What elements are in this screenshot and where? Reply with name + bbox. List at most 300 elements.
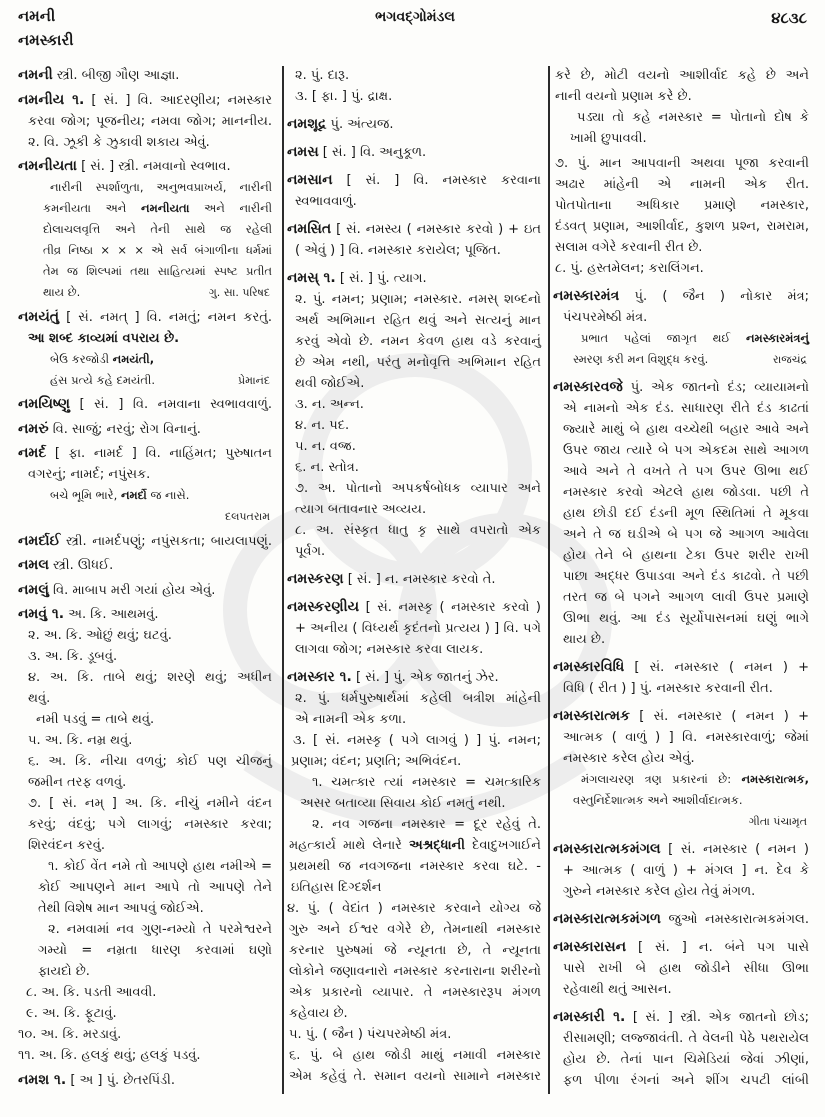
sense-line [18,1045,272,1066]
dictionary-entry [287,597,541,660]
definition-text: અ. કિ. આથમવું. [68,607,159,622]
definition-text: ઉપર જાય ત્યારે બે પગ એકદમ સાથે આગળ [563,443,809,458]
definition-text: છે એમ નથી, પરંતુ મનોવૃત્તિ અભિમાન રહિત [295,355,541,370]
definition-text: કહેવાય છે. [289,1006,348,1021]
example-line [18,919,272,940]
headword: નમસ્ ૧. [287,270,336,286]
quote-text: કમનીયતા અને [43,201,142,215]
definition-text: [ સં. ] સ્ત્રી. નમવાનો સ્વભાવ. [81,159,231,174]
sense-line [553,258,809,279]
quote-source: દલપતરામ [224,510,270,523]
entry-line [553,727,809,748]
headword: નમસ્કાર ૧. [287,669,352,685]
example-line [18,961,272,982]
sense-line [553,195,809,216]
entry-line [553,909,809,930]
quote-text: બચે ભૂમિ ભારે, [50,488,121,502]
quote-text: થાય છે. [43,285,81,299]
entry-line [553,482,809,503]
quote-source: પ્રેમાનંદ [238,373,270,387]
definition-text: [ સં. નમસ્કાર ( નમન ) + [634,660,809,675]
sense-line [287,415,541,436]
sense-line [553,237,809,258]
quote-text: દોલાચલવૃત્તિ અને તેની સાથે જ રહેલી [43,222,272,236]
definition-text: થવી જોઈએ. [295,376,365,391]
entry-line [287,170,541,191]
column-2 [287,65,541,1087]
entry-line [287,667,541,688]
headword: નમયિષ્ણુ [18,396,70,412]
quote-text: નારીની સ્પર્શાળુતા, અનુભવપ્રાખર્ય, નારીની [50,180,272,194]
definition-text: એ નામનો એક દંડ. સાધારણ રીતે દંડ કાઢતાં [563,401,809,416]
entry-line [287,114,541,135]
sense-line [18,625,272,646]
entry-line [287,191,541,212]
entry-line [553,860,809,881]
quote-text: હંસ પ્રત્યે કહે દમયંતી. [50,372,155,387]
sense-line [18,646,272,667]
entry-line [18,555,272,576]
dictionary-entry [287,569,541,590]
headword: નમની [18,67,53,83]
entry-line [18,604,272,625]
sense-line [287,331,541,352]
dictionary-entry [553,377,809,650]
quote-highlight: નમયંતી, [112,351,155,366]
example-line [553,107,809,128]
definition-text: ૩. [ ફા. ] પું. દ્રાક્ષ. [295,89,393,104]
entry-line [553,545,809,566]
example-text: ૧. કોઈ વેંત નમે તો આપણે હાથ નમીએ = [48,859,272,874]
quote-text: તીવ્ર નિષ્ઠા × × × એ સર્વ બંગાળીના ધર્મમાં [43,243,272,257]
sense-line [553,153,809,174]
example-line [18,709,272,730]
definition-text: ગુરુ અને ઈશ્વર વગેરે છે, તેમનાથી નમસ્કાર [289,922,541,937]
headword: નમનીય ૧. [18,91,85,108]
quote-line [18,219,272,240]
definition-text: [ ફા. નામર્દ ] વિ. નાહિંમત; પુરુષાતન [54,446,272,461]
definition-text: વિ. સાજું; નરવું; રોગ વિનાનું. [52,421,201,437]
dictionary-entry [18,90,272,153]
entry-line [18,464,272,485]
quote-line [18,349,272,370]
definition-text: પું. ( જૈન ) નોકાર મંત્ર; [634,289,809,304]
example-text: ૧. ચમત્કાર ત્યાં નમસ્કાર = ચમત્કારિક [312,775,541,790]
dictionary-entry-continued [553,65,809,279]
quote-line [18,261,272,282]
entry-line [287,618,541,639]
quote-line [553,769,809,790]
definition-text: ૮. પું. હસ્તમેલન; કરાલિંગન. [555,261,704,276]
quote-line [18,485,272,506]
definition-text: જમીન તરફ વળવું. [28,775,127,790]
entry-line [18,419,272,440]
entry-line [18,111,272,132]
headword: નમસ્કારાત્મકમંગલ [553,841,661,857]
entry-line [287,639,541,660]
definition-text: સલામ વગેરે કરવાની રીત છે. [555,240,703,255]
definition-text: હોય તેને બે હાથના ટેકા ઉપર શરીર રાખી [563,548,809,563]
example-text: ૨. નવ ગજના નમસ્કાર = દૂર રહેવું તે. [312,817,541,832]
definition-text: રીસામણી; લજ્જાવંતી. તે વેલની પેઠે પથરાયેલ [563,1031,809,1046]
example-line [287,814,541,835]
entry-line [553,440,809,461]
definition-text: ૮. અ. કિ. પડતી આવવી. [26,985,157,1000]
sense-line [287,961,541,982]
headword: નમસાન [287,172,333,188]
sense-line [287,457,541,478]
sense-line [18,688,272,709]
definition-text: ૨. પું. ધર્મપુરુષાર્થમાં કહેલી બત્રીશ માંહેની [295,691,541,706]
definition-text: પાસે રાખી બે હાથ જોડીને સીધા ઊભા [563,961,809,976]
definition-text: લાગવા જોગ; નમસ્કાર કરવા લાયક. [295,642,484,657]
sense-line [287,289,541,310]
sense-line [553,65,809,86]
definition-text: સ્ત્રી. ઊધઈ. [53,558,114,573]
entry-line [553,958,809,979]
example-text: ફાયદો છે. [38,964,90,979]
quote-line [553,790,809,811]
dictionary-title: ભગવદ્ગોમંડલ [375,9,455,25]
headword: નમસ્કરણીય [287,599,360,615]
dictionary-entry [553,1007,809,1091]
definition-text: [ સં. ] વિ. આદરણીય; નમસ્કાર [91,92,272,108]
dictionary-entry [18,419,272,440]
guide-word-first: નમની [18,7,56,25]
dictionary-entry [18,555,272,576]
definition-text: ૭. [ સં. નમ્ ] અ. કિ. નીચું નમીને વંદન [28,796,272,811]
definition-text: પું. એક જાતનો દંડ; વ્યાયામનો [630,380,809,395]
sense-line [287,520,541,541]
example-line [287,772,541,793]
cross-reference: જુઓ નમસ્કારાત્મકમંગલ. [668,912,809,927]
sense-line [18,667,272,688]
sense-line [18,793,272,814]
example-text: તેથી વિશેષ માન આપવું જોઈએ. [38,901,204,916]
sense-line [287,373,541,394]
definition-text: વગરનું; નામર્દ; નપુંસક. [28,467,151,482]
definition-text: એમ કહેવું તે. સમાન વયનો સામાને નમસ્કાર [289,1069,541,1084]
column-divider [282,66,284,1094]
usage-note: આ શબ્દ કાવ્યમાં વપરાય છે. [28,330,180,346]
sense-line [287,394,541,415]
sense-line [18,1003,272,1024]
page-number: ૪૮૩૮ [771,9,807,27]
entry-line [18,90,272,111]
entry-line [553,748,809,769]
entry-line [553,503,809,524]
dictionary-entry [18,307,272,391]
sense-line [287,709,541,730]
quote-text: સ્મરણ કરી મન વિશુદ્ધ કરવું. [573,352,709,366]
definition-text: તરત જ બે પગને આગળ લાવી ઉપર પ્રમાણે [563,590,809,605]
definition-text: ૩. અ. કિ. ડૂબવું. [28,649,118,664]
definition-text: ૪. ન. પદ. [295,418,350,433]
definition-text: [ સં. ] સ્ત્રી. એક જાતનો છોડ; [632,1010,809,1025]
sense-line [18,982,272,1003]
sense-line [287,478,541,499]
definition-text: કરવા જોગ; પૂજનીય; નમવા જોગ; માનનીય. [28,113,272,129]
definition-text: નમસ્કાર કરેલ હોય એવું. [563,751,695,766]
definition-text: સ્ત્રી. નામર્દપણું; નપુંસકતા; બાયલાપણું. [65,533,272,549]
dictionary-entry [18,65,272,86]
headword: નમસ્કારાસન [553,939,626,955]
headword: નમસ [287,144,319,160]
headword: નમર્દ [18,445,47,461]
sense-line [287,1024,541,1045]
sense-line [287,1066,541,1087]
definition-text: પ્રણામ; વંદન; પ્રણતિ; અભિવંદન. [291,754,462,769]
quote-line [18,240,272,261]
quote-highlight: નમસ્કારાત્મક, [741,772,809,786]
quote-text: બેઉ કરજોડી [50,351,113,366]
entry-line [553,1028,809,1049]
definition-text: ૬. અ. કિ. નીચા વળવું; કોઈ પણ ચીજનું [28,754,272,769]
entry-line [287,219,541,240]
definition-text: પાછા અદ્ધર ઉપાડવા અને દંડ કાઢવો. તે પછી [563,569,809,584]
dictionary-entry [18,1070,272,1091]
quote-highlight: નમનીયતા [141,201,190,215]
definition-text: ૭. પું. માન આપવાની અથવા પૂજા કરવાની [555,156,809,171]
example-text: અસર બતાવ્યા સિવાય કોઈ નમતું નથી. [300,796,506,811]
headword: નમસિત [287,221,332,237]
example-source-text: ઇતિહાસ દિગ્દર્શન [291,880,382,895]
dictionary-entry [553,657,809,699]
entry-line [18,531,272,552]
definition-text: [ સં. નમસ્કૃ ( નમસ્કાર કરવો ) [365,600,542,615]
definition-text: એક પ્રકારનો વ્યાપાર. તે નમસ્કારરૂપ મંગળ [289,985,541,1000]
entry-line [287,268,541,289]
sense-line [287,940,541,961]
entry-line [18,580,272,601]
definition-text: હોય છે. તેનાં પાન ચિમેડિયાં જેવાં ઝીણાં, [563,1052,809,1067]
entry-line [553,608,809,629]
definition-text: ૮. અ. સંસ્કૃત ધાતુ કૃ સાથે વપરાતો એક [295,523,541,538]
sense-line [287,436,541,457]
quote-line [18,282,272,303]
definition-text: [ અ ] પું. છેતરપિંડી. [70,1072,176,1088]
example-line [18,940,272,961]
definition-text: ૨. વિ. ઝૂકી કે ઝુકાવી શકાય એવું. [28,134,210,150]
definition-text: શિરવંદન કરવું. [28,838,105,853]
entry-line [553,377,809,398]
quote-source: ગીતા પંચામૃત [748,815,807,828]
dictionary-entry [18,394,272,415]
dictionary-entry [287,114,541,135]
definition-text: નાની વયનો પ્રણામ કરે છે. [555,89,692,104]
headword: નમલ [18,557,49,573]
definition-text: સ્ત્રી. બીજી ગૌણ આજ્ઞા. [56,68,180,83]
definition-text: ૨. પું. નમન; પ્રણામ; નમસ્કાર. નમસ્ શબ્દનો [295,292,541,307]
definition-text: અઢાર માંહેની એ નામની એક રીત. [555,177,809,192]
dictionary-entry [18,443,272,527]
headword: નમસ્કારાત્મક [553,708,630,724]
quote-text: તેમ જ શિલ્પમાં તથા સાહિત્યમાં સ્પષ્ટ પ્રતીત [43,264,272,278]
definition-text: કરવું એવો છે. નમન કેવળ હાથ વડે કરવાનું [295,334,541,349]
definition-text: ૩. [ સં. નમસ્કૃ ( પગે લાગવું ) ] પું. નમન; [293,733,541,748]
definition-text: પંચપરમેષ્ઠી મંત્ર. [563,310,648,325]
example-line [287,856,541,877]
headword: નમર્દાઈ [18,532,61,549]
definition-text: [ સં. નમત્ ] વિ. નમતું; નમન કરતું. [66,309,272,325]
definition-text: ગુરુને નમસ્કાર કરેલ હોય તેવું મંગળ. [563,884,756,899]
quote-line [18,370,272,391]
definition-text: ૪. અ. કિ. તાબે થવું; શરણે થવું; અધીન [28,670,272,685]
headword: નમલું [18,581,49,598]
definition-text: ત્યાગ બતાવનાર અવ્યય. [295,502,427,517]
sense-line [18,814,272,835]
quote-highlight: નમર્દો [120,488,147,502]
headword: નમસ્કારવિધિ [553,659,625,675]
definition-text: [ સં. નમસ્કાર ( નમન ) + [639,709,809,724]
entry-line [553,587,809,608]
entry-line [553,881,809,902]
headword: નમનીયતા [18,158,77,174]
headword: નમસ્કરણ [287,571,344,587]
definition-text: [ સં. ] પું. ત્યાગ. [339,271,427,286]
entry-line [18,394,272,415]
sense-line [553,174,809,195]
dictionary-entry [287,219,541,261]
definition-text: થવું. [28,691,51,706]
quote-line [553,349,809,370]
example-text: નમી પડવું = તાબે થવું. [36,712,155,727]
quote-line [18,198,272,219]
definition-text: એ નામની એક કળા. [295,712,407,727]
definition-text: ૩. ન. અન્ન. [295,397,364,412]
example-text: પડ્યા તો કહે નમસ્કાર = પોતાનો દોષ કે [577,110,809,125]
sense-line [18,751,272,772]
entry-line [287,569,541,590]
entry-line [18,132,272,153]
dictionary-entry [287,142,541,163]
headword: નમયંતું [18,308,60,325]
entry-line [18,443,272,464]
headword: નમશૂદ્ર [287,116,327,132]
definition-text: [ સં. ] વિ. નમસ્કાર કરવાના [346,173,541,188]
sense-line [287,352,541,373]
sense-line [287,541,541,562]
example-text: પ્રથમથી જ નવગજના નમસ્કાર કરવા ઘટે. - [289,859,541,874]
definition-text: આવે અને તે વખતે તે પગ ઉપર ઊભા થઈ [563,464,809,479]
definition-text: જ્યારે માથું બે હાથ વચ્ચેથી બહાર આવે અને [563,422,809,437]
entry-line [553,979,809,1000]
headword: નમસ્કારવજે [553,379,623,395]
definition-text: પૂર્વગ. [295,544,326,559]
sense-line [553,86,809,107]
sense-line [18,730,272,751]
headword: નમશ ૧. [18,1071,67,1088]
definition-text: ૭. અ. પોતાનો અપકર્ષબોધક વ્યાપાર અને [295,481,541,496]
definition-text: હાથ છોડી દઈ દંડની મૂળ સ્થિતિમાં તે મૂકવા [563,506,809,521]
entry-line [553,1070,809,1091]
definition-text: ૬. ન. સ્તોત્ર. [295,460,359,475]
entry-line [18,1070,272,1091]
sense-line [553,216,809,237]
definition-text: કરે છે, મોટી વયનો આશીર્વાદ કહે છે અને [555,68,809,83]
quote-text: વસ્તુનિર્દેશાત્મક અને આશીર્વાદાત્મક. [573,793,743,807]
definition-text: ઊભા થવું. આ દંડ સૂર્યોપાસનમાં ઘણું ભાગે [563,611,809,626]
quote-highlight: નમસ્કારમંત્રનું [745,331,809,345]
entry-line [18,328,272,349]
definition-text: [ સં. ] વિ. નમવાના સ્વભાવવાળું. [79,397,272,412]
quote-source: ગુ. સા. પરિષદ [208,286,270,299]
definition-text: + આત્મક ( વાળું ) + મંગલ ] ન. દેવ કે [563,863,809,878]
sense-line [18,1024,272,1045]
sense-line [287,919,541,940]
sense-line [287,1045,541,1066]
definition-text: ૧૧. અ. કિ. હલકું થવું; હલકું પડવું. [18,1048,201,1063]
entry-line [553,307,809,328]
entry-line [553,678,809,699]
sense-line [287,65,541,86]
example-highlight: અશ્રદ્ધાની [409,838,465,853]
definition-text: ૨. અ. કિ. ઓછું થવું; ઘટવું. [28,628,172,643]
definition-text: પોતપોતાના અધિકાર પ્રમાણે નમસ્કાર, [555,198,809,213]
example-line [553,128,809,149]
dictionary-entry [18,156,272,303]
definition-text: [ સં. ] વિ. અનુકૂળ. [322,145,427,160]
definition-text: કરનાર પુરુષમાં જે ન્યૂનતા છે, તે ન્યૂનતા [289,943,541,958]
example-source [287,877,541,898]
example-text: કોઈ આપણને માન આપે તો આપણે તેને [38,880,272,895]
example-line [18,877,272,898]
sense-line [287,688,541,709]
definition-text: ૬. પું. બે હાથ જોડી માથું નમાવી નમસ્કાર [289,1048,541,1063]
entry-line [553,286,809,307]
headword: નમસ્કારી ૧. [553,1009,626,1025]
definition-text: પું. અંત્યજ. [330,117,394,132]
quote-text: જ નાસે. [146,488,190,502]
sense-line [287,1003,541,1024]
entry-line [18,156,272,177]
column-1 [18,65,272,1091]
definition-text: + અનીય ( વિધ્યર્થ કૃદંતનો પ્રત્યય ) ] વિ. પગે [295,621,541,636]
example-line [18,898,272,919]
sense-line [287,310,541,331]
dictionary-entry-continued [287,65,541,107]
definition-text: ૫. અ. કિ. નમ્ર થવું. [28,733,133,748]
dictionary-entry [553,909,809,930]
quote-text: અને નારીની [189,201,272,215]
definition-text: [ સં. નમસ્ય ( નમસ્કાર કરવો ) + ઇત [336,222,541,237]
example-text: ૨. નમવામાં નવ ગુણ-નમ્યો તે પરમેશ્વરને [48,922,272,937]
definition-text: ( એવું ) ] વિ. નમસ્કાર કરાયેલ; પૂજિત. [295,243,501,258]
headword: નમવું ૧. [18,606,65,622]
entry-line [553,706,809,727]
sense-line [18,835,272,856]
dictionary-entry [18,531,272,552]
example-line [287,835,541,856]
definition-text: ૯. અ. કિ. ફૂટાવું. [26,1006,117,1021]
dictionary-entry [18,604,272,1066]
dictionary-entry [287,268,541,562]
dictionary-entry [553,286,809,370]
example-text: ગમ્યો = નમ્રતા ધારણ કરવામાં ઘણો [38,943,272,958]
guide-word-last: નમસ્કારી [18,31,74,49]
sense-line [287,499,541,520]
quote-source: રાજચંદ્ર [772,353,807,366]
headword: નમસ્કારાત્મકમંગળ [553,911,661,927]
definition-text: [ સં. ] પું. એક જાતનું ઝેર. [356,670,499,685]
definition-text: [ સં. ] ન. નમસ્કાર કરવો તે. [347,572,496,587]
definition-text: ૫. ન. વજ્ર. [295,439,356,454]
definition-text: લોકોને જણાવનારો નમસ્કાર કરનારાના શરીરનો [289,964,541,979]
definition-text: કરવું; વંદવું; પગે લાગવું; નમસ્કાર કરવા; [28,817,272,832]
definition-text: ૧૦. અ. કિ. મરડાવું. [18,1027,122,1042]
definition-text: વિ. માબાપ મરી ગયાં હોય એવું. [53,582,216,598]
example-line [18,856,272,877]
